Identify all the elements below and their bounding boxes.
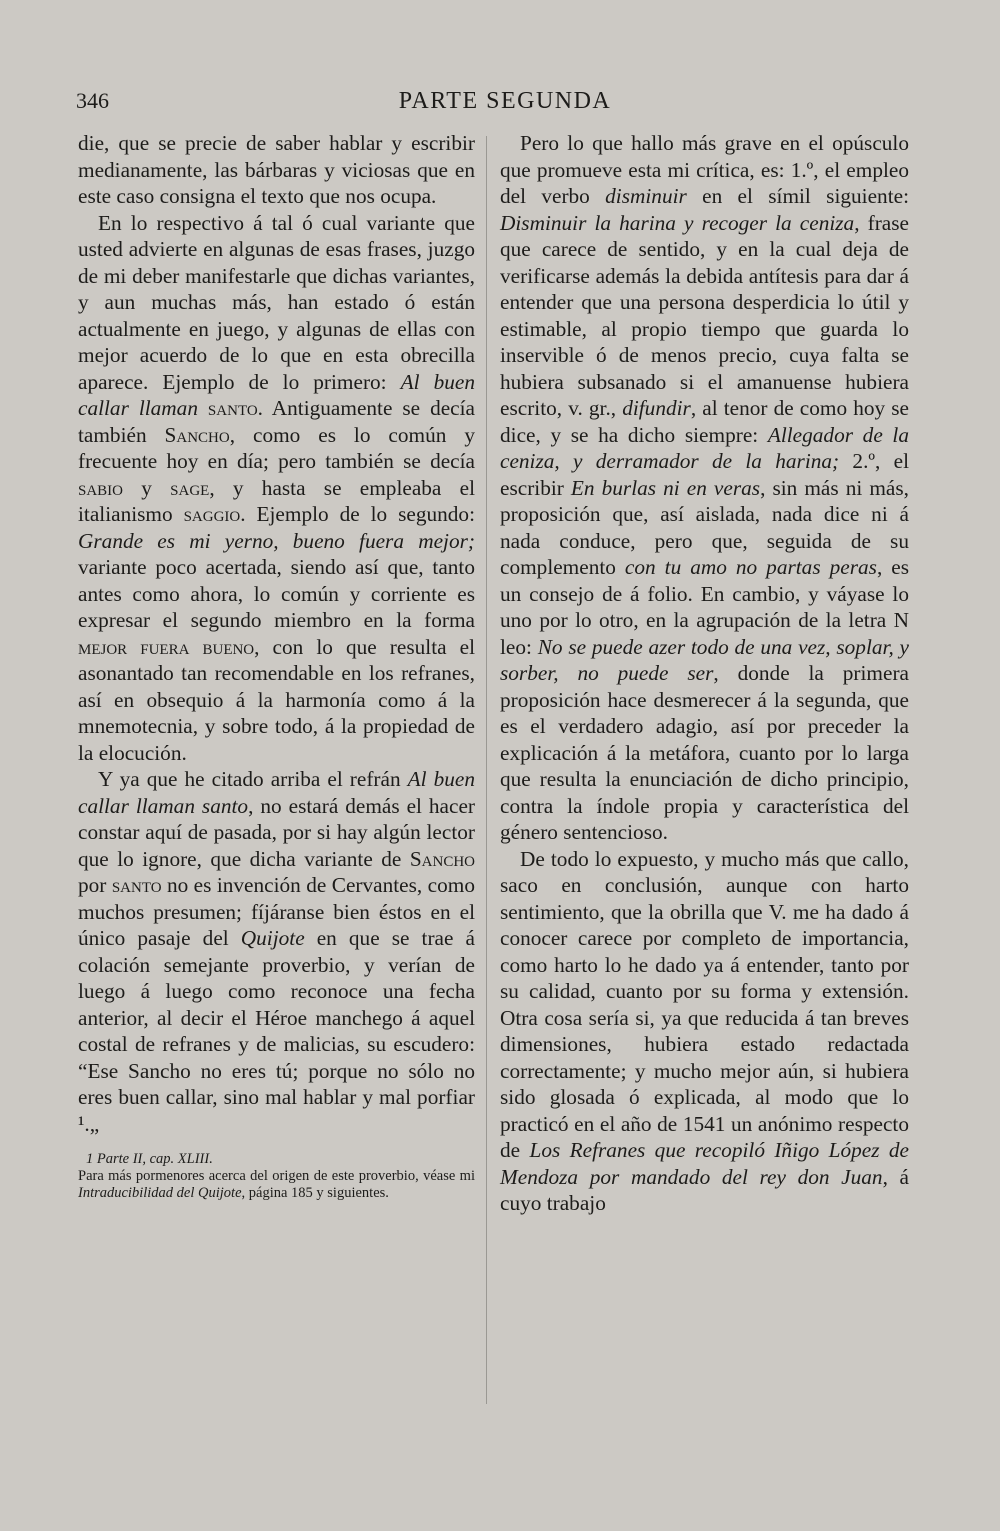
left-paragraph-1: die, que se precie de saber hablar y escribir medianamente, las bárbaras y viciosas que en este caso consigna el texto que nos ocupa.	[78, 131, 475, 208]
right-paragraph-1: Pero lo que hallo más grave en el opúsculo que promueve esta mi crítica, es: 1.º, el empleo del verbo disminuir en el símil siguiente: Disminuir la harina y recoger la ceniza, frase que carece de sentido, y en la cual deja de verificarse además la debida antítesis para dar á entender que una persona desperdicia lo útil y estimable, al propio tiempo que guarda lo inservible ó de menos precio, cuya falta se hubiera subsanado si el amanuense hubiera escrito, v. gr., difundir, al tenor de como hoy se dice, y se ha dicho siempre: Allegador de la ceniza, y derramador de la harina; 2.º, el escribir En burlas ni en veras, sin más ni más, proposición que, así aislada, nada dice ni á nada conduce, pero que, seguida de su complemento con tu amo no partas peras, es un consejo de á folio. En cambio, y váyase lo uno por lo otro, en la agrupación de la letra N leo: No se puede azer todo de una vez, soplar, y sorber, no puede ser, donde la primera proposición hace desmerecer á la segunda, que es el verdadero adagio, así por preceder la explicación á la metáfora, cuanto por lo larga que resulta la enunciación de dicho principio, contra la índole propia y característica del género sentencioso.	[500, 131, 910, 844]
footnote	[78, 1151, 475, 1202]
running-head: PARTE SEGUNDA	[398, 88, 612, 114]
page-number: 346	[76, 88, 109, 113]
left-column	[78, 130, 475, 1202]
right-paragraph-2: De todo lo expuesto, y mucho más que callo, saco en conclusión, aunque con harto sentimiento, que la obrilla que V. me ha dado á conocer carece por completo de importancia, como harto lo he dado ya á entender, tanto por su calidad, cuanto por su forma y extensión. Otra cosa sería si, ya que reducida á tan breves dimensiones, hubiera estado redactada correctamente; y mucho mejor aún, si hubiera sido glosada ó explicada, al modo que lo practicó en el año de 1541 un anónimo respecto de Los Refranes que recopiló Iñigo López de Mendoza por mandado del rey don Juan, á cuyo trabajo	[500, 846, 910, 1215]
page-header	[0, 88, 1000, 122]
footnote-text: Para más pormenores acerca del origen de este proverbio, véase mi Intraducibilidad del Quijote, página 185 y siguientes.	[78, 1168, 475, 1201]
left-paragraph-3: Y ya que he citado arriba el refrán Al buen callar llaman santo, no estará demás el hacer constar aquí de pasada, por si hay algún lector que lo ignore, que dicha variante de Sancho por santo no es invención de Cervantes, como muchos presumen; fíjáranse bien éstos en el único pasaje del Quijote en que se trae á colación semejante proverbio, y verían de luego á luego como reconoce una fecha anterior, al decir el Héroe manchego á aquel costal de refranes y de malicias, su escudero: “Ese Sancho no eres tú; porque no sólo no eres buen callar, sino mal hablar y mal porfiar ¹.„	[78, 767, 475, 1136]
right-column	[500, 130, 909, 1217]
column-divider	[486, 136, 487, 1404]
left-paragraph-2: En lo respectivo á tal ó cual variante que usted advierte en algunas de esas frases, juzgo de mi deber manifestarle que dichas variantes, y aun muchas más, han estado ó están actualmente en juego, y algunas de ellas con mejor acuerdo de lo que en esta obrecilla aparece. Ejemplo de lo primero: Al buen callar llaman santo. Antiguamente se decía también Sancho, como es lo común y frecuente hoy en día; pero también se decía sabio y sage, y hasta se empleaba el italianismo saggio. Ejemplo de lo segundo: Grande es mi yerno, bueno fuera mejor; variante poco acertada, siendo así que, tanto antes como ahora, lo común y corriente es expresar el segundo miembro en la forma mejor fuera bueno, con lo que resulta el asonantado tan recomendable en los refranes, así en obsequio á la harmonía como á la mnemotecnia, y sobre todo, á la propiedad de la elocución.	[78, 210, 475, 765]
footnote-reference: 1 Parte II, cap. XLIII.	[86, 1151, 213, 1167]
